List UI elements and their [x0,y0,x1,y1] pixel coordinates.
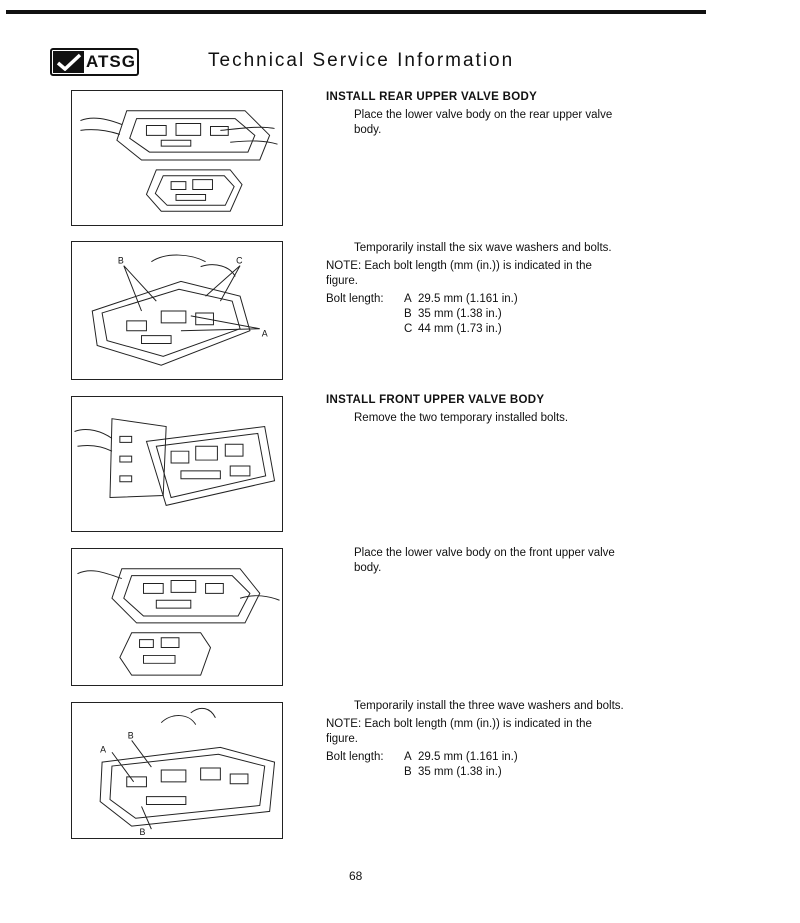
instruction-text: Place the lower valve body on the front upper valve body. [354,547,615,574]
callout-b-bottom: B [139,827,146,838]
figure-front-lower-valve-body [71,548,283,686]
bolt-value: 29.5 mm (1.161 in.) [418,751,518,763]
valve-body-illustration [72,91,282,225]
bolt-letter: C [404,323,413,335]
callout-a: A [261,328,268,339]
bolt-length-label: Bolt length: [326,751,384,763]
figure-front-bolt-locations [71,702,283,839]
logo-text: ATSG [86,52,136,71]
bolt-length-label: Bolt length: [326,293,384,305]
checkmark-icon [53,51,84,73]
figure-rear-bolt-locations [71,241,283,380]
bolt-length-table [326,292,626,337]
note-text: NOTE: Each bolt length (mm (in.)) is indicated in the figure. [326,718,592,745]
page-title: Technical Service Information [208,50,515,71]
callout-b: B [117,255,124,266]
callout-a: A [100,744,107,755]
bolt-value: 29.5 mm (1.161 in.) [418,293,518,305]
front-bolt-location-illustration [72,703,282,838]
atsg-logo [50,48,139,76]
section-place-lower-valve-body [326,546,626,576]
instruction-text: Temporarily install the three wave washers and bolts. [354,700,624,712]
instruction-text: Place the lower valve body on the rear upper valve body. [354,109,613,136]
bolt-location-illustration [72,242,282,379]
instruction-text: Temporarily install the six wave washers and bolts. [354,242,612,254]
bolt-value: 35 mm (1.38 in.) [418,308,502,320]
note-text: NOTE: Each bolt length (mm (in.)) is indicated in the figure. [326,260,592,287]
top-rule [6,10,706,14]
lower-valve-body-illustration [72,549,282,685]
bolt-letter: B [404,766,412,778]
section-install-front-upper-valve-body [326,393,626,426]
callout-b-top: B [127,730,134,741]
section-rear-bolts [326,241,626,337]
bolt-letter: B [404,308,412,320]
bolt-length-table [326,750,626,780]
bolt-letter: A [404,293,412,305]
bolt-letter: A [404,751,412,763]
section-heading: INSTALL FRONT UPPER VALVE BODY [326,394,545,406]
figure-rear-upper-valve-body [71,90,283,226]
section-heading: INSTALL REAR UPPER VALVE BODY [326,91,538,103]
figure-front-upper-valve-body [71,396,283,532]
section-front-bolts [326,699,626,780]
instruction-text: Remove the two temporary installed bolts. [354,412,569,424]
front-valve-body-illustration [72,397,282,531]
page-number: 68 [349,869,363,883]
bolt-value: 35 mm (1.38 in.) [418,766,502,778]
callout-c: C [236,255,243,266]
section-install-rear-upper-valve-body [326,90,626,138]
bolt-value: 44 mm (1.73 in.) [418,323,502,335]
